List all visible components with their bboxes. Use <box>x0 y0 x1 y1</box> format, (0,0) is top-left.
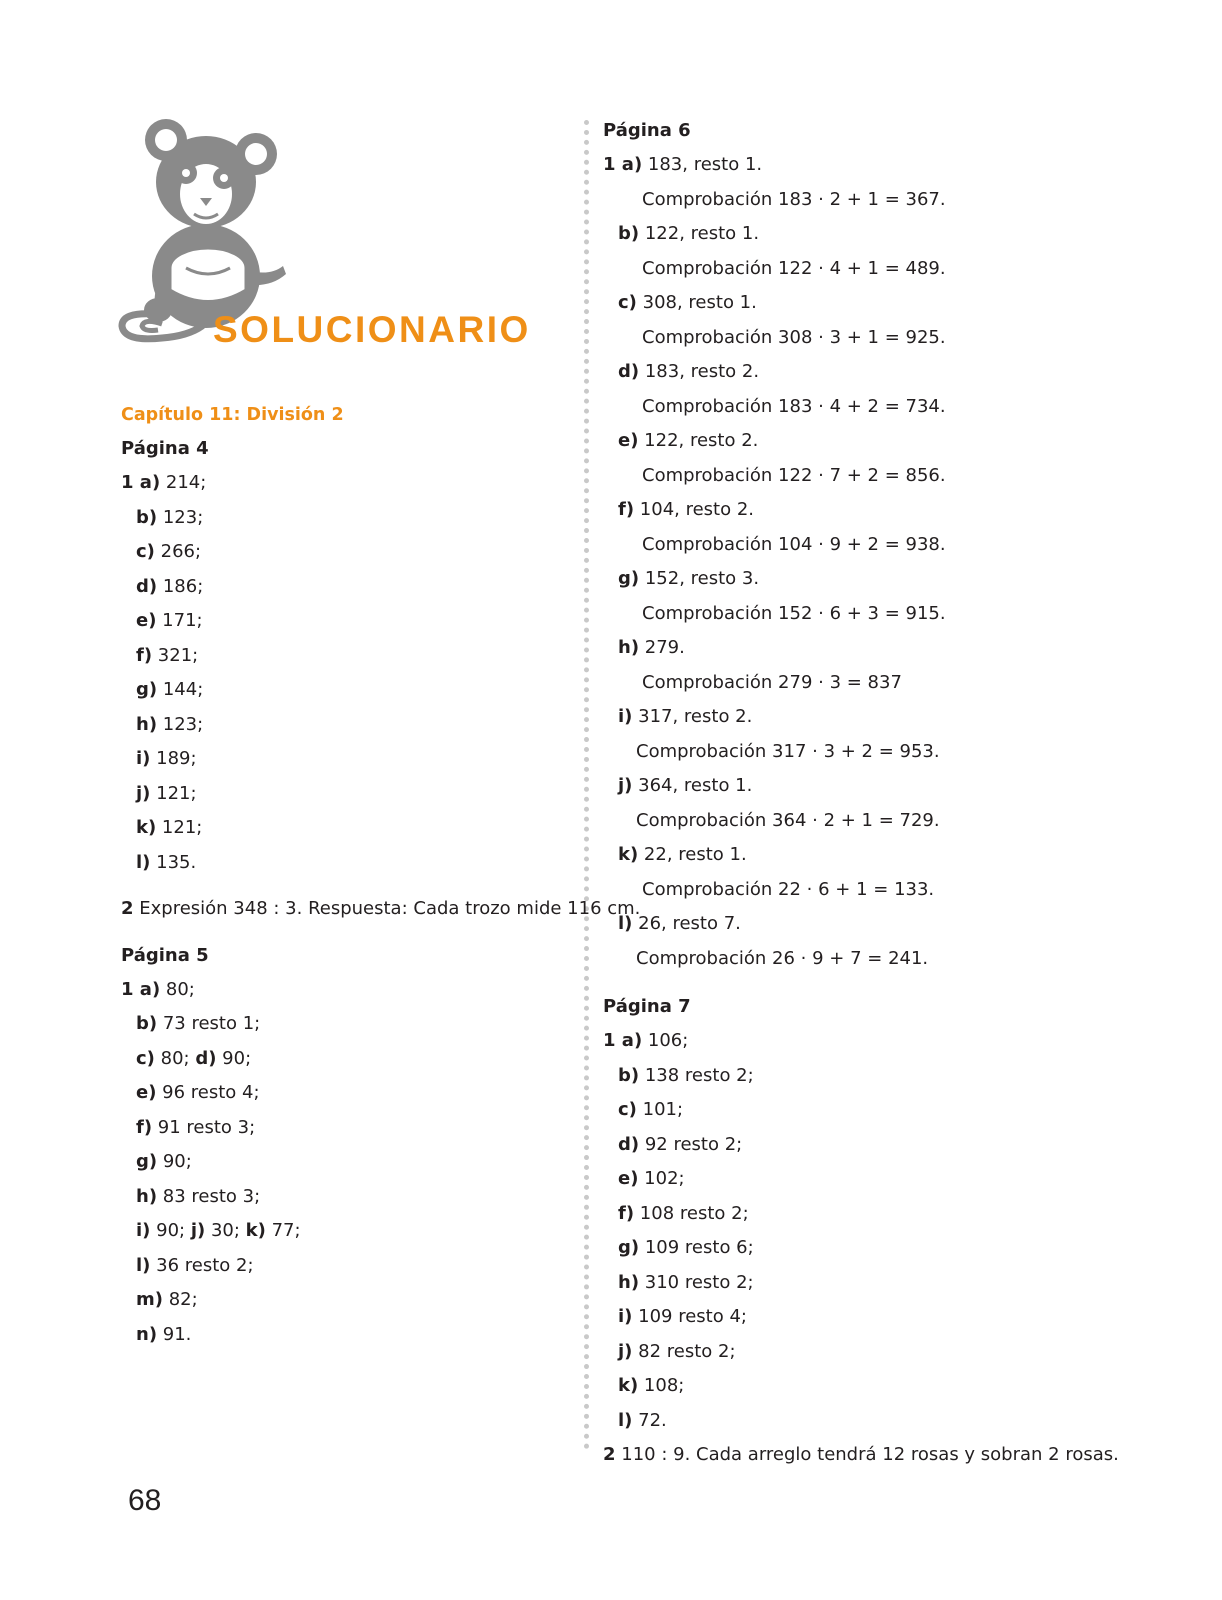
answer-line: h) 83 resto 3; <box>136 1185 261 1207</box>
check-line: Comprobación 183 · 2 + 1 = 367. <box>642 188 946 210</box>
page-heading-p4: Página 4 <box>121 438 209 459</box>
answer-line: c) 101; <box>618 1099 684 1120</box>
page-heading-p5: Página 5 <box>121 944 209 966</box>
answer-line: 1 a) 106; <box>603 1030 689 1051</box>
answer-line: e) 102; <box>618 1168 685 1189</box>
answer-line: b) 73 resto 1; <box>136 1013 261 1034</box>
answer-line: e) 122, resto 2. <box>618 430 759 451</box>
page-heading-p7: Página 7 <box>603 996 691 1017</box>
answer-line: k) 108; <box>618 1375 685 1396</box>
answer-line: b) 122, resto 1. <box>618 223 760 244</box>
answer-line: e) 171; <box>136 610 203 631</box>
check-line: Comprobación 122 · 4 + 1 = 489. <box>642 257 946 279</box>
answer-line: l) 72. <box>618 1409 667 1431</box>
answer-line: l) 36 resto 2; <box>136 1254 254 1276</box>
check-line: Comprobación 183 · 4 + 2 = 734. <box>642 395 946 417</box>
answer-line: d) 92 resto 2; <box>618 1133 743 1155</box>
answer-line: g) 152, resto 3. <box>618 568 760 589</box>
answer-line: i) 90; j) 30; k) 77; <box>136 1220 301 1241</box>
answer-line: g) 90; <box>136 1151 192 1172</box>
answer-line: k) 121; <box>136 817 203 838</box>
answer-line: i) 109 resto 4; <box>618 1306 747 1327</box>
answer-line: k) 22, resto 1. <box>618 844 747 865</box>
check-line: Comprobación 22 · 6 + 1 = 133. <box>642 878 935 900</box>
answer-line: j) 364, resto 1. <box>618 775 753 796</box>
answer-line: f) 108 resto 2; <box>618 1202 749 1224</box>
answer-line: h) 123; <box>136 713 204 735</box>
answer-line: 1 a) 183, resto 1. <box>603 154 763 175</box>
check-line: Comprobación 308 · 3 + 1 = 925. <box>642 326 946 348</box>
answer-line: h) 310 resto 2; <box>618 1271 754 1293</box>
answer-line: l) 135. <box>136 851 197 873</box>
answer-line: h) 279. <box>618 637 685 658</box>
check-line: Comprobación 122 · 7 + 2 = 856. <box>642 464 946 486</box>
page-number: 68 <box>128 1484 162 1517</box>
check-line: Comprobación 104 · 9 + 2 = 938. <box>642 533 946 555</box>
answer-line: b) 123; <box>136 506 204 528</box>
answer-line: j) 82 resto 2; <box>618 1340 736 1362</box>
answer-line: d) 186; <box>136 575 204 597</box>
column-divider <box>584 120 589 1450</box>
answer-line: i) 317, resto 2. <box>618 706 753 727</box>
answer-line: f) 91 resto 3; <box>136 1116 256 1138</box>
answer-line: i) 189; <box>136 748 197 769</box>
page-heading-p6: Página 6 <box>603 120 691 141</box>
check-line: Comprobación 364 · 2 + 1 = 729. <box>636 809 940 831</box>
answer-line: 1 a) 80; <box>121 978 195 1000</box>
check-line: Comprobación 152 · 6 + 3 = 915. <box>642 602 946 624</box>
check-line: Comprobación 26 · 9 + 7 = 241. <box>636 947 929 969</box>
solucionario-title: SOLUCIONARIO <box>213 309 531 350</box>
answer-line: g) 109 resto 6; <box>618 1237 754 1258</box>
answer-line: f) 321; <box>136 644 199 666</box>
answer-line: c) 308, resto 1. <box>618 292 757 313</box>
answer-line: 2 Expresión 348 : 3. Respuesta: Cada trozo mide 116 cm. <box>121 898 641 919</box>
answer-line: m) 82; <box>136 1289 198 1310</box>
check-line: Comprobación 279 · 3 = 837 <box>642 671 902 693</box>
answer-line: l) 26, resto 7. <box>618 913 741 934</box>
answer-line: j) 121; <box>136 782 197 804</box>
answer-line: c) 80; d) 90; <box>136 1047 252 1069</box>
answer-line: e) 96 resto 4; <box>136 1082 260 1103</box>
answer-line: 1 a) 214; <box>121 472 207 493</box>
answer-line: b) 138 resto 2; <box>618 1064 754 1086</box>
check-line: Comprobación 317 · 3 + 2 = 953. <box>636 740 940 762</box>
answer-line: c) 266; <box>136 541 202 562</box>
right-column <box>603 114 1193 1473</box>
answer-line: f) 104, resto 2. <box>618 499 755 520</box>
answer-line: g) 144; <box>136 679 204 700</box>
chapter-heading: Capítulo 11: División 2 <box>121 405 344 425</box>
answer-line: 2 110 : 9. Cada arreglo tendrá 12 rosas y sobran 2 rosas. <box>603 1444 1119 1465</box>
answer-line: n) 91. <box>136 1323 192 1345</box>
answer-line: d) 183, resto 2. <box>618 361 760 382</box>
left-column <box>121 398 641 1352</box>
